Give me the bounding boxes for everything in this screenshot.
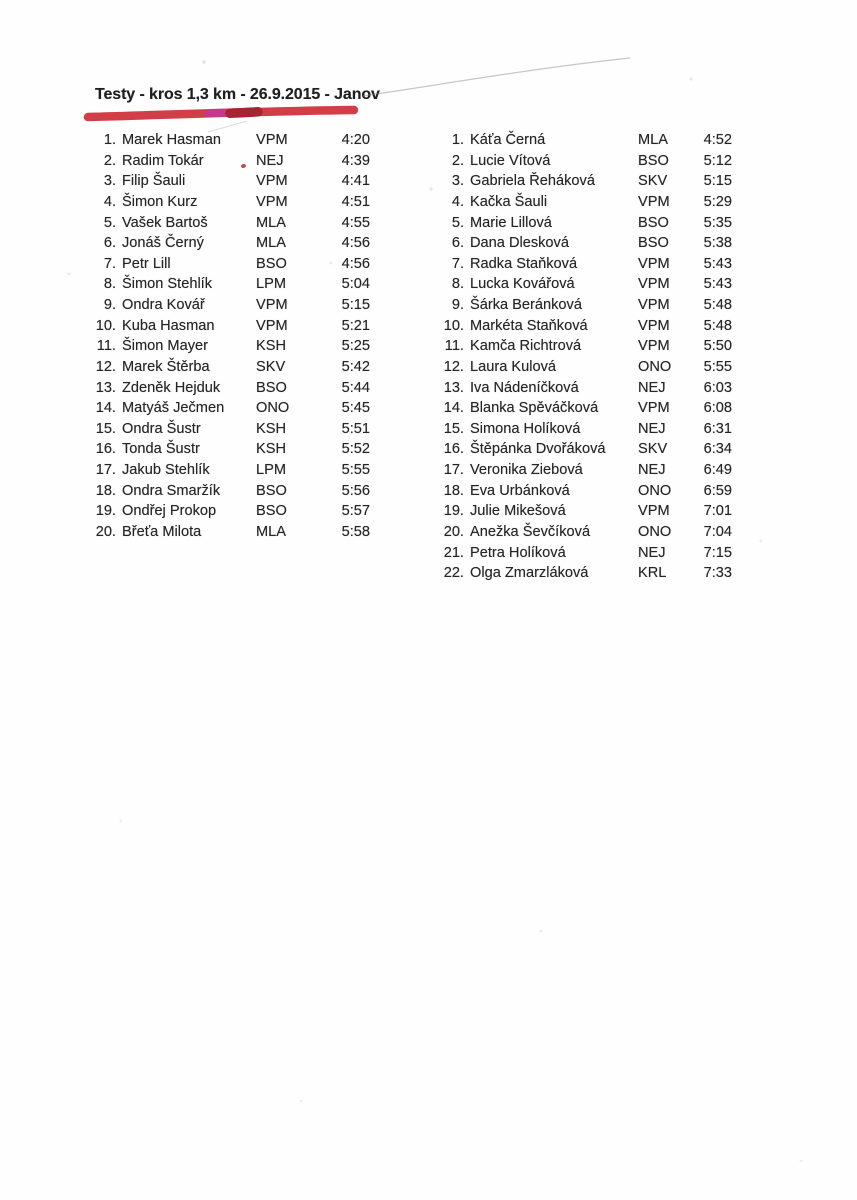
table-row [90, 378, 370, 399]
rank-cell: 20. [95, 523, 116, 540]
name-cell: Marek Štěrba [122, 358, 210, 375]
time-cell: 6:03 [703, 379, 732, 396]
table-row [90, 336, 370, 357]
time-cell: 5:15 [341, 297, 370, 313]
club-cell: VPM [256, 317, 288, 334]
name-cell: Štěpánka Dvořáková [470, 441, 606, 458]
name-cell: Anežka Ševčíková [470, 523, 591, 540]
club-cell: KSH [256, 441, 287, 458]
time-cell: 7:15 [703, 544, 732, 561]
name-cell: Iva Nádeníčková [470, 379, 579, 396]
table-row [440, 378, 732, 399]
rank-cell: 18. [443, 482, 464, 499]
club-cell: KSH [256, 338, 287, 355]
rank-cell: 20. [443, 523, 464, 540]
club-cell: VPM [256, 173, 288, 190]
time-cell: 6:34 [703, 441, 732, 458]
rank-cell: 10. [95, 317, 116, 334]
rank-cell: 11. [444, 338, 464, 355]
club-cell: VPM [256, 193, 288, 210]
name-cell: Veronika Ziebová [470, 462, 583, 478]
table-row [90, 171, 370, 192]
club-cell: SKV [256, 358, 286, 375]
club-cell: KRL [638, 565, 667, 582]
rank-cell: 7. [451, 255, 464, 272]
rank-cell: 12. [443, 358, 464, 375]
club-cell: NEJ [638, 420, 666, 437]
time-cell: 6:59 [703, 482, 732, 499]
rank-cell: 16. [95, 441, 116, 458]
time-cell: 7:04 [703, 523, 732, 540]
time-cell: 4:56 [341, 235, 370, 252]
name-cell: Šimon Stehlík [122, 276, 213, 293]
table-row [90, 398, 370, 419]
rank-cell: 12. [95, 358, 116, 375]
name-cell: Kamča Richtrová [470, 338, 582, 355]
table-row [440, 563, 732, 584]
club-cell: BSO [638, 235, 669, 252]
name-cell: Filip Šauli [122, 173, 186, 190]
rank-cell: 8. [451, 276, 464, 293]
name-cell: Petr Lill [122, 255, 171, 272]
name-cell: Šárka Beránková [470, 297, 582, 313]
time-cell: 5:12 [703, 152, 732, 169]
table-row [440, 357, 732, 378]
time-cell: 5:29 [703, 193, 732, 210]
club-cell: BSO [256, 503, 287, 520]
page-title: Testy - kros 1,3 km - 26.9.2015 - Janov [95, 86, 380, 103]
rank-cell: 17. [95, 462, 116, 478]
table-row [440, 316, 732, 337]
club-cell: MLA [256, 523, 287, 540]
table-row [90, 357, 370, 378]
table-row [440, 274, 732, 295]
table-row [90, 439, 370, 460]
scan-speckles [0, 0, 2, 2]
club-cell: LPM [256, 276, 287, 293]
name-cell: Kuba Hasman [122, 317, 215, 334]
name-cell: Radka Staňková [470, 255, 578, 272]
club-cell: SKV [638, 441, 668, 458]
table-row [90, 522, 370, 543]
table-row [90, 254, 370, 275]
rank-cell: 1. [451, 132, 464, 148]
time-cell: 4:52 [703, 132, 732, 148]
club-cell: VPM [638, 255, 670, 272]
rank-cell: 14. [95, 400, 116, 417]
name-cell: Šimon Kurz [122, 193, 198, 210]
club-cell: VPM [638, 276, 670, 293]
table-row [440, 171, 732, 192]
club-cell: LPM [256, 462, 287, 478]
club-cell: NEJ [638, 462, 666, 478]
club-cell: ONO [638, 482, 672, 499]
club-cell: VPM [638, 338, 670, 355]
name-cell: Eva Urbánková [470, 482, 570, 499]
name-cell: Marek Hasman [122, 132, 221, 148]
time-cell: 5:42 [341, 358, 370, 375]
table-row [440, 130, 732, 151]
rank-cell: 5. [103, 214, 116, 231]
time-cell: 5:38 [703, 235, 732, 252]
time-cell: 7:01 [703, 503, 732, 520]
club-cell: SKV [638, 173, 668, 190]
name-cell: Káťa Černá [470, 132, 546, 148]
name-cell: Tonda Šustr [122, 441, 200, 458]
name-cell: Kačka Šauli [470, 193, 548, 210]
club-cell: BSO [256, 482, 287, 499]
rank-cell: 15. [443, 420, 464, 437]
time-cell: 4:39 [341, 152, 370, 169]
club-cell: VPM [256, 132, 288, 148]
table-row [440, 460, 732, 481]
rank-cell: 21. [443, 544, 464, 561]
club-cell: NEJ [638, 544, 666, 561]
rank-cell: 6. [103, 235, 116, 252]
name-cell: Simona Holíková [470, 420, 581, 437]
table-row [90, 316, 370, 337]
name-cell: Vašek Bartoš [122, 214, 208, 231]
results-table-girls [440, 130, 732, 584]
name-cell: Laura Kulová [470, 358, 557, 375]
table-row [440, 398, 732, 419]
club-cell: MLA [256, 235, 287, 252]
time-cell: 5:15 [703, 173, 732, 190]
table-row [90, 460, 370, 481]
table-row [90, 233, 370, 254]
name-cell: Gabriela Řeháková [470, 173, 595, 190]
name-cell: Ondra Smaržík [122, 482, 221, 499]
name-cell: Břeťa Milota [122, 523, 202, 540]
rank-cell: 9. [103, 297, 116, 313]
rank-cell: 18. [95, 482, 116, 499]
club-cell: VPM [638, 193, 670, 210]
table-row [90, 151, 370, 172]
time-cell: 5:50 [703, 338, 732, 355]
club-cell: NEJ [638, 379, 666, 396]
rank-cell: 8. [103, 276, 116, 293]
table-row [90, 192, 370, 213]
name-cell: Lucie Vítová [470, 152, 551, 169]
time-cell: 5:58 [341, 523, 370, 540]
rank-cell: 3. [451, 173, 464, 190]
table-row [90, 419, 370, 440]
club-cell: BSO [256, 379, 287, 396]
name-cell: Markéta Staňková [470, 317, 588, 334]
name-cell: Jonáš Černý [122, 235, 204, 252]
time-cell: 4:51 [341, 193, 370, 210]
club-cell: BSO [638, 214, 669, 231]
table-row [440, 439, 732, 460]
club-cell: ONO [256, 400, 290, 417]
name-cell: Julie Mikešová [470, 503, 566, 520]
table-row [440, 522, 732, 543]
name-cell: Petra Holíková [470, 544, 566, 561]
time-cell: 6:49 [703, 462, 732, 478]
rank-cell: 17. [443, 462, 464, 478]
pencil-scratch-line [355, 52, 645, 102]
time-cell: 5:55 [703, 358, 732, 375]
time-cell: 5:43 [703, 255, 732, 272]
time-cell: 7:33 [703, 565, 732, 582]
club-cell: MLA [638, 132, 669, 148]
name-cell: Matyáš Ječmen [122, 400, 225, 417]
time-cell: 5:55 [341, 462, 370, 478]
club-cell: VPM [638, 503, 670, 520]
club-cell: ONO [638, 523, 672, 540]
rank-cell: 13. [95, 379, 116, 396]
time-cell: 5:48 [703, 317, 732, 334]
table-row [440, 192, 732, 213]
club-cell: VPM [256, 297, 288, 313]
results-table-boys [90, 130, 370, 543]
rank-cell: 9. [451, 297, 464, 313]
name-cell: Zdeněk Hejduk [122, 379, 221, 396]
name-cell: Lucka Kovářová [470, 276, 575, 293]
table-row [90, 501, 370, 522]
rank-cell: 4. [451, 193, 464, 210]
rank-cell: 10. [443, 317, 464, 334]
table-row [440, 336, 732, 357]
rank-cell: 14. [443, 400, 464, 417]
table-row [440, 151, 732, 172]
name-cell: Marie Lillová [470, 214, 552, 231]
name-cell: Olga Zmarzláková [470, 565, 589, 582]
table-row [440, 543, 732, 564]
table-row [440, 419, 732, 440]
club-cell: VPM [638, 317, 670, 334]
time-cell: 4:41 [341, 173, 370, 190]
rank-cell: 22. [443, 565, 464, 582]
club-cell: VPM [638, 400, 670, 417]
table-row [440, 295, 732, 316]
rank-cell: 7. [103, 255, 116, 272]
rank-cell: 6. [451, 235, 464, 252]
time-cell: 4:20 [341, 132, 370, 148]
name-cell: Ondra Kovář [122, 297, 205, 313]
time-cell: 5:57 [341, 503, 370, 520]
time-cell: 6:31 [703, 420, 732, 437]
time-cell: 5:35 [703, 214, 732, 231]
name-cell: Blanka Spěváčková [470, 400, 599, 417]
club-cell: BSO [638, 152, 669, 169]
name-cell: Ondřej Prokop [122, 503, 217, 520]
rank-cell: 1. [103, 132, 116, 148]
table-row [440, 254, 732, 275]
rank-cell: 13. [443, 379, 464, 396]
time-cell: 5:44 [341, 379, 370, 396]
time-cell: 5:56 [341, 482, 370, 499]
time-cell: 4:55 [341, 214, 370, 231]
time-cell: 5:51 [341, 420, 370, 437]
name-cell: Dana Dlesková [470, 235, 569, 252]
name-cell: Ondra Šustr [122, 420, 201, 437]
rank-cell: 3. [103, 173, 116, 190]
club-cell: NEJ [256, 152, 284, 169]
table-row [440, 501, 732, 522]
table-row [90, 213, 370, 234]
table-row [90, 274, 370, 295]
rank-cell: 16. [443, 441, 464, 458]
table-row [440, 233, 732, 254]
rank-cell: 19. [95, 503, 116, 520]
club-cell: BSO [256, 255, 287, 272]
rank-cell: 5. [451, 214, 464, 231]
time-cell: 5:25 [341, 338, 370, 355]
rank-cell: 11. [96, 338, 116, 355]
name-cell: Šimon Mayer [122, 338, 208, 355]
table-row [90, 295, 370, 316]
club-cell: ONO [638, 358, 672, 375]
time-cell: 5:04 [341, 276, 370, 293]
club-cell: MLA [256, 214, 287, 231]
name-cell: Radim Tokár [122, 152, 204, 169]
table-row [90, 130, 370, 151]
rank-cell: 19. [443, 503, 464, 520]
club-cell: KSH [256, 420, 287, 437]
time-cell: 5:43 [703, 276, 732, 293]
club-cell: VPM [638, 297, 670, 313]
table-row [440, 481, 732, 502]
table-row [90, 481, 370, 502]
time-cell: 5:45 [341, 400, 370, 417]
rank-cell: 15. [95, 420, 116, 437]
time-cell: 6:08 [703, 400, 732, 417]
rank-cell: 2. [103, 152, 116, 169]
rank-cell: 2. [451, 152, 464, 169]
rank-cell: 4. [103, 193, 116, 210]
time-cell: 4:56 [341, 255, 370, 272]
time-cell: 5:21 [341, 317, 370, 334]
time-cell: 5:48 [703, 297, 732, 313]
name-cell: Jakub Stehlík [122, 462, 210, 478]
table-row [440, 213, 732, 234]
time-cell: 5:52 [341, 441, 370, 458]
